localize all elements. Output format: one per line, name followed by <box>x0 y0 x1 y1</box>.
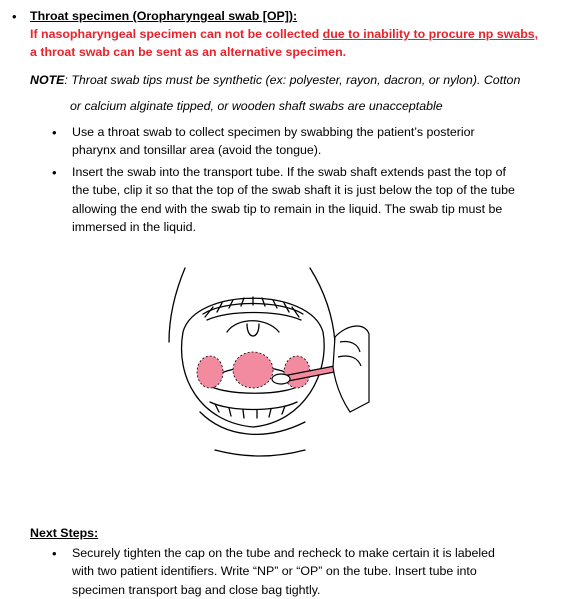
throat-swab-illustration <box>155 262 370 462</box>
note-label: NOTE <box>30 73 65 87</box>
red-warning-link-text: due to inability to procure np swabs, <box>322 27 539 41</box>
tonsil-left <box>197 356 223 388</box>
next-step-item-1: Securely tighten the cap on the tube and recheck to make certain it is labeled with two patient identifiers. Write “NP” or “OP” on the tube. Insert tube into specimen transport bag and close bag tightly. <box>72 546 495 597</box>
bullet-section-title: • <box>12 9 17 24</box>
next-steps-heading: Next Steps: <box>30 526 99 540</box>
note-line-1 <box>30 73 520 88</box>
bullet-instruction-1: • <box>52 125 57 140</box>
instruction-item-1: Use a throat swab to collect specimen by swabbing the patient’s posterior pharynx and tonsillar area (avoid the tongue). <box>72 125 475 158</box>
bullet-instruction-2: • <box>52 165 57 180</box>
note-line-2: or calcium alginate tipped, or wooden shaft swabs are unacceptable <box>70 99 443 113</box>
red-warning-text: If nasopharyngeal specimen can not be collected <box>30 27 323 41</box>
bullet-next-step-1: • <box>52 546 57 561</box>
red-warning-line-2: a throat swab can be sent as an alternative specimen. <box>30 45 347 59</box>
note-text-1: : Throat swab tips must be synthetic (ex: polyester, rayon, dacron, or nylon). Cotton <box>64 73 521 87</box>
section-title: Throat specimen (Oropharyngeal swab [OP]): <box>30 9 298 23</box>
instruction-item-2: Insert the swab into the transport tube. If the swab shaft extends past the top of the tube, clip it so that the top of the swab shaft it is just below the top of the tube allowing the end with the swab tip to remain in the liquid. The swab tip must be immersed in the liquid. <box>72 165 515 234</box>
red-warning-line-1 <box>30 27 538 42</box>
posterior-pharynx <box>233 352 273 388</box>
